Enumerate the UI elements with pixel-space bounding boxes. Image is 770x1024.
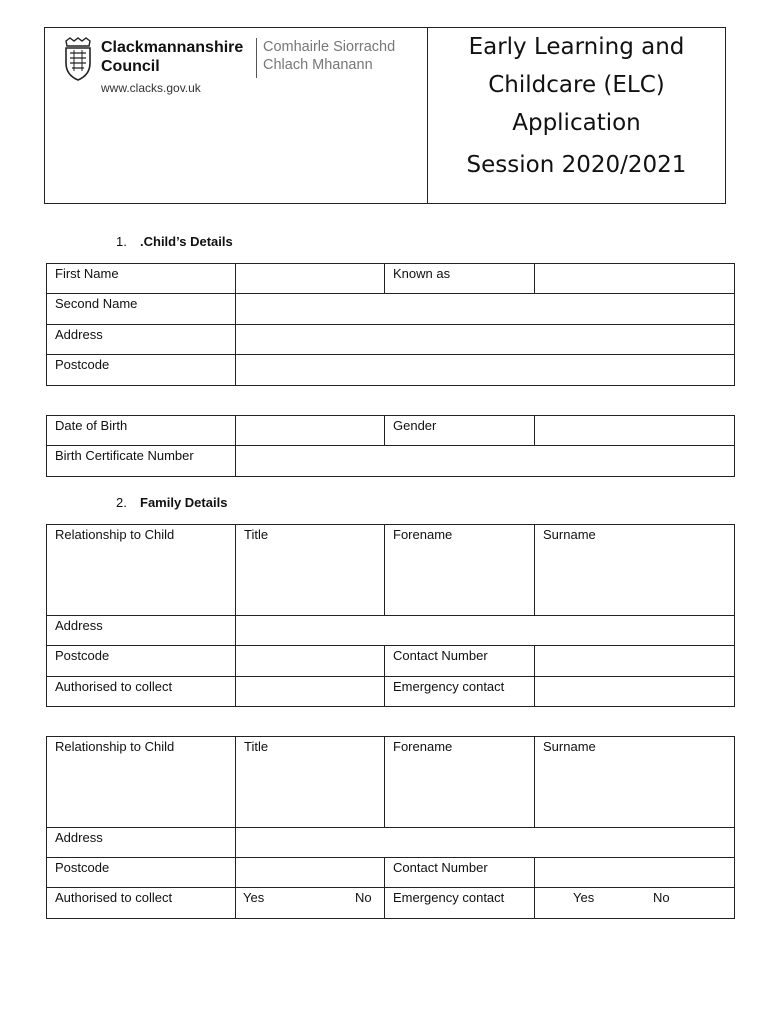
dob-label: Date of Birth [46, 415, 236, 446]
first-name-field[interactable] [235, 263, 385, 294]
section2-heading [116, 495, 227, 510]
contact1-postcode-field[interactable] [235, 645, 385, 677]
website-link[interactable]: www.clacks.gov.uk [101, 81, 201, 95]
contact1-contact-number-label: Contact Number [384, 645, 535, 677]
council-name [101, 38, 243, 76]
contact2-emergency-options [534, 887, 735, 919]
address-field[interactable] [235, 324, 735, 355]
contact2-authorised-yes-option[interactable]: Yes [243, 890, 265, 905]
contact1-address-field[interactable] [235, 615, 735, 646]
contact2-authorised-options [235, 887, 385, 919]
contact2-address-label: Address [46, 827, 236, 858]
council-crest-icon [62, 37, 94, 81]
contact2-emergency-no-option[interactable]: No [653, 890, 670, 905]
contact1-contact-number-field[interactable] [534, 645, 735, 677]
contact2-emergency-label: Emergency contact [384, 887, 535, 919]
logo-separator [256, 38, 257, 78]
contact1-forename-field[interactable]: Forename [384, 524, 535, 616]
second-name-label: Second Name [46, 293, 236, 325]
contact2-postcode-field[interactable] [235, 857, 385, 888]
title-line1: Early Learning and [468, 34, 685, 60]
contact2-authorised-no-option[interactable]: No [355, 890, 372, 905]
contact1-authorised-field[interactable] [235, 676, 385, 707]
gaelic-name [263, 38, 395, 74]
contact2-postcode-label: Postcode [46, 857, 236, 888]
contact2-contact-number-field[interactable] [534, 857, 735, 888]
address-label: Address [46, 324, 236, 355]
postcode-field[interactable] [235, 354, 735, 386]
contact2-title-field[interactable]: Title [235, 736, 385, 828]
contact2-emergency-yes-option[interactable]: Yes [573, 890, 595, 905]
section1-title: .Child’s Details [140, 234, 233, 249]
known-as-label: Known as [384, 263, 535, 294]
council-name-line1: Clackmannanshire [101, 39, 244, 56]
gaelic-line1: Comhairle Siorrachd [263, 39, 396, 55]
second-name-field[interactable] [235, 293, 735, 325]
known-as-field[interactable] [534, 263, 735, 294]
contact2-address-field[interactable] [235, 827, 735, 858]
section1-heading [116, 234, 233, 249]
contact2-relationship-field[interactable]: Relationship to Child [46, 736, 236, 828]
section2-number: 2. [116, 495, 127, 510]
section2-title: Family Details [140, 495, 228, 510]
contact1-relationship-field[interactable]: Relationship to Child [46, 524, 236, 616]
dob-field[interactable] [235, 415, 385, 446]
contact1-emergency-field[interactable] [534, 676, 735, 707]
contact1-surname-field[interactable]: Surname [534, 524, 735, 616]
gender-field[interactable] [534, 415, 735, 446]
contact1-authorised-label: Authorised to collect [46, 676, 236, 707]
session-label: Session 2020/2021 [466, 152, 687, 178]
title-line2: Childcare (ELC) [488, 72, 665, 98]
gaelic-line2: Chlach Mhanann [263, 57, 373, 73]
birth-cert-field[interactable] [235, 445, 735, 477]
first-name-label: First Name [46, 263, 236, 294]
postcode-label: Postcode [46, 354, 236, 386]
title-line3: Application [512, 110, 641, 136]
contact2-surname-field[interactable]: Surname [534, 736, 735, 828]
gender-label: Gender [384, 415, 535, 446]
birth-cert-label: Birth Certificate Number [46, 445, 236, 477]
contact1-postcode-label: Postcode [46, 645, 236, 677]
section1-number: 1. [116, 234, 127, 249]
contact2-forename-field[interactable]: Forename [384, 736, 535, 828]
contact1-emergency-label: Emergency contact [384, 676, 535, 707]
contact2-authorised-label: Authorised to collect [46, 887, 236, 919]
contact2-contact-number-label: Contact Number [384, 857, 535, 888]
contact1-address-label: Address [46, 615, 236, 646]
document-title [428, 28, 725, 142]
council-name-line2: Council [101, 58, 160, 75]
contact1-title-field[interactable]: Title [235, 524, 385, 616]
